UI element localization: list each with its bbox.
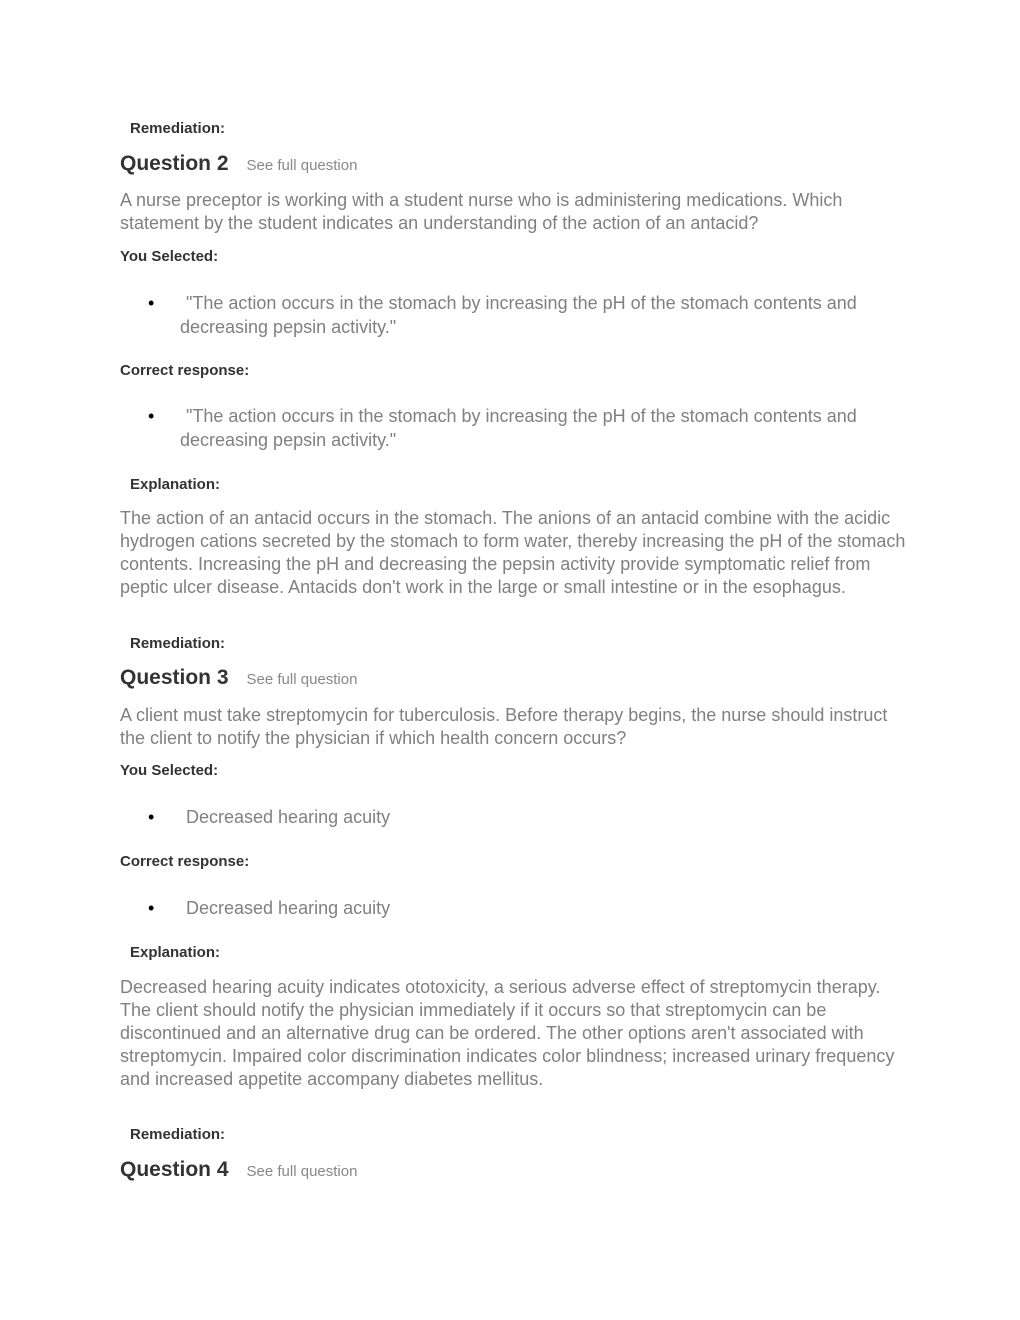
explanation-text: Decreased hearing acuity indicates ototoxicity, a serious adverse effect of streptomycin therapy. The client should notify the physician immediately if it occurs so that streptomycin can be discontinued and an alternative drug can be ordered. The other options aren't associated with streptomycin. Impaired color discrimination indicates color blindness; increased urinary frequency and increased appetite accompany diabetes mellitus. (120, 977, 895, 1089)
bullet-icon: • (148, 293, 155, 313)
remediation-label: Remediation: (130, 635, 226, 652)
correct-response-label: Correct response: (120, 853, 250, 870)
question-header (120, 666, 357, 690)
remediation-label: Remediation: (130, 1126, 226, 1143)
question-text: A client must take streptomycin for tuberculosis. Before therapy begins, the nurse should instruct the client to notify the physician if which health concern occurs? (120, 705, 888, 748)
correct-response-label: Correct response: (120, 362, 250, 379)
question-title: Question 4 (120, 1158, 229, 1181)
question-header (120, 152, 357, 176)
see-full-question-link[interactable]: See full question (246, 157, 358, 174)
correct-answer: Decreased hearing acuity (186, 898, 391, 918)
bullet-icon: • (148, 898, 155, 918)
you-selected-label: You Selected: (120, 248, 219, 265)
explanation-label: Explanation: (130, 476, 221, 493)
selected-answer-list (120, 806, 910, 830)
explanation-text: The action of an antacid occurs in the stomach. The anions of an antacid combine with the acidic hydrogen cations secreted by the stomach to form water, thereby increasing the pH of the stomach contents. Increasing the pH and decreasing the pepsin activity provide symptomatic relief from peptic ulcer disease. Antacids don't work in the large or small intestine or in the esophagus. (120, 508, 906, 597)
selected-answer-list (120, 292, 910, 339)
question-header (120, 1158, 357, 1182)
see-full-question-link[interactable]: See full question (246, 671, 358, 688)
explanation-label: Explanation: (130, 944, 221, 961)
see-full-question-link[interactable]: See full question (246, 1163, 358, 1180)
selected-answer: "The action occurs in the stomach by increasing the pH of the stomach contents and decreasing pepsin activity." (180, 293, 857, 337)
question-title: Question 3 (120, 666, 229, 689)
question-title: Question 2 (120, 152, 229, 175)
list-item (120, 405, 910, 452)
bullet-icon: • (148, 406, 155, 426)
selected-answer: Decreased hearing acuity (186, 807, 391, 827)
remediation-label: Remediation: (130, 120, 226, 137)
question-text: A nurse preceptor is working with a student nurse who is administering medications. Which statement by the student indicates an understanding of the action of an antacid? (120, 190, 843, 233)
you-selected-label: You Selected: (120, 762, 219, 779)
bullet-icon: • (148, 807, 155, 827)
list-item (120, 292, 910, 339)
list-item (120, 806, 910, 830)
correct-answer: "The action occurs in the stomach by increasing the pH of the stomach contents and decreasing pepsin activity." (180, 406, 857, 450)
list-item (120, 897, 910, 921)
correct-answer-list (120, 897, 910, 921)
correct-answer-list (120, 405, 910, 452)
